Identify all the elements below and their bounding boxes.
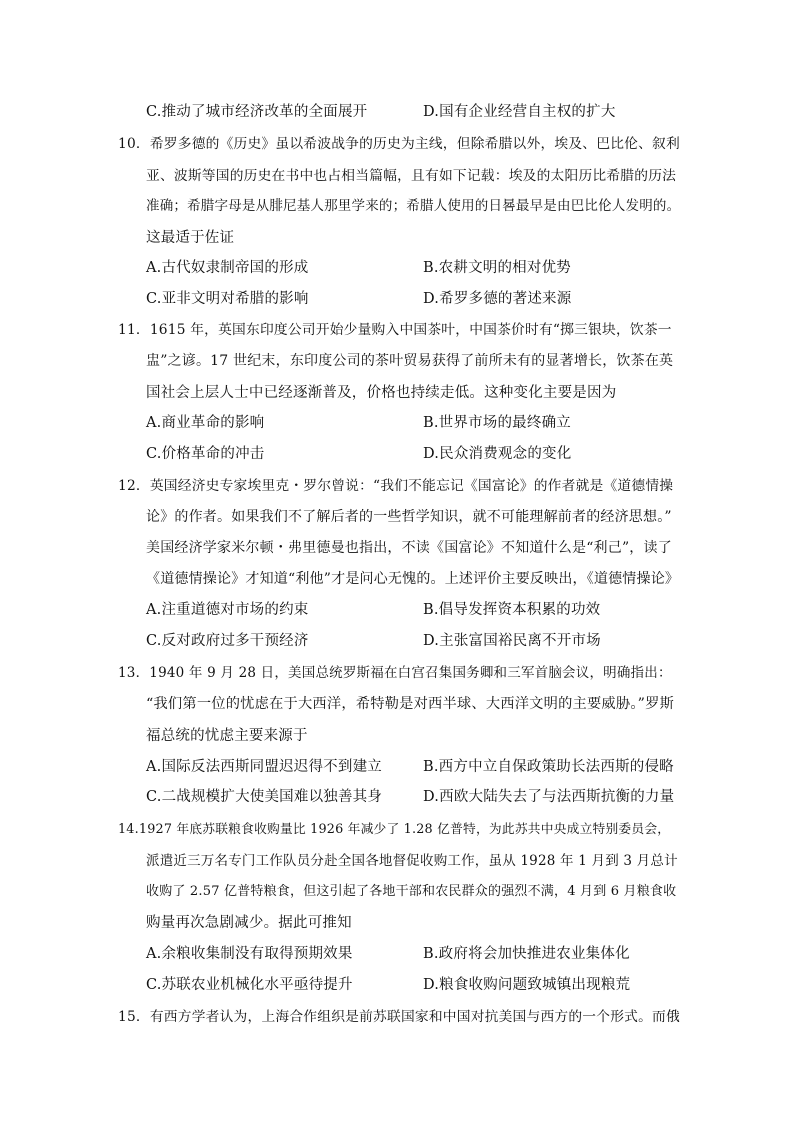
q14-option-a: A.余粮收集制没有取得预期效果 bbox=[146, 946, 353, 962]
q12-stem-line-4: 《道德情操论》才知道“利他”才是问心无愧的。上述评价主要反映出，《道德情操论》 bbox=[146, 571, 680, 587]
q14-option-c: C.苏联农业机械化水平亟待提升 bbox=[146, 977, 353, 993]
q13-option-b: B.西方中立自保政策助长法西斯的侵略 bbox=[423, 759, 674, 775]
q11-option-c: C.价格革命的冲击 bbox=[146, 446, 265, 462]
q10-stem-line-3: 准确；希腊字母是从腓尼基人那里学来的；希腊人使用的日晷最早是由巴比伦人发明的。 bbox=[146, 198, 681, 214]
q13-option-d: D.西欧大陆失去了与法西斯抗衡的力量 bbox=[423, 789, 675, 805]
q12-option-d: D.主张富国裕民离不开市场 bbox=[423, 633, 601, 649]
q10-option-b: B.农耕文明的相对优势 bbox=[423, 260, 571, 276]
q11-stem-line-2: 盅”之谚。17 世纪末，东印度公司的茶叶贸易获得了前所未有的显著增长，饮茶在英 bbox=[146, 353, 674, 369]
q14-option-b: B.政府将会加快推进农业集体化 bbox=[423, 946, 630, 962]
q13-stem-line-3: 福总统的忧虑主要来源于 bbox=[146, 728, 308, 744]
q13-option-a: A.国际反法西斯同盟迟迟得不到建立 bbox=[146, 759, 382, 775]
q14-stem-line-4: 购量再次急剧减少。据此可推知 bbox=[146, 915, 352, 931]
q13-stem-line-2: “我们第一位的忧虑在于大西洋，希特勒是对西半球、大西洋文明的主要威胁。”罗斯 bbox=[146, 696, 675, 712]
q9-option-d: D.国有企业经营自主权的扩大 bbox=[423, 104, 616, 120]
q12-stem-line-3: 美国经济学家米尔顿・弗里德曼也指出，不读《国富论》不知道什么是“利己”，读了 bbox=[146, 540, 672, 556]
q11-stem-line-1: 11．1615 年，英国东印度公司开始少量购入中国茶叶，中国茶价时有“掷三银块，饮茶一 bbox=[118, 322, 672, 338]
q12-option-b: B.倡导发挥资本积累的功效 bbox=[423, 602, 601, 618]
q12-stem-line-1: 12．英国经济史专家埃里克・罗尔曾说：“我们不能忘记《国富论》的作者就是《道德情操 bbox=[118, 478, 674, 494]
q15-stem-line-1: 15．有西方学者认为，上海合作组织是前苏联国家和中国对抗美国与西方的一个形式。而俄 bbox=[118, 1009, 680, 1025]
q9-option-c: C.推动了城市经济改革的全面展开 bbox=[146, 104, 368, 120]
q14-stem-line-1: 14.1927 年底苏联粮食收购量比 1926 年减少了 1.28 亿普特，为此苏共中央成立特别委员会， bbox=[118, 822, 671, 837]
q14-option-d: D.粮食收购问题致城镇出现粮荒 bbox=[423, 977, 631, 993]
q13-option-c: C.二战规模扩大使美国难以独善其身 bbox=[146, 789, 383, 805]
q12-option-c: C.反对政府过多干预经济 bbox=[146, 633, 309, 649]
q14-stem-line-2: 派遣近三万名专门工作队员分赴全国各地督促收购工作，虽从 1928 年 1 月到 3 月总计 bbox=[146, 853, 678, 869]
q11-option-d: D.民众消费观念的变化 bbox=[423, 446, 572, 462]
q10-option-c: C.亚非文明对希腊的影响 bbox=[146, 291, 309, 307]
q11-stem-line-3: 国社会上层人士中已经逐渐普及，价格也持续走低。这种变化主要是因为 bbox=[146, 385, 617, 401]
q12-option-a: A.注重道德对市场的约束 bbox=[146, 602, 309, 618]
q10-stem-line-4: 这最适于佐证 bbox=[146, 230, 235, 246]
q11-option-b: B.世界市场的最终确立 bbox=[423, 415, 571, 431]
q10-option-d: D.希罗多德的著述来源 bbox=[423, 291, 572, 307]
q10-stem-line-2: 亚、波斯等国的历史在书中也占相当篇幅，且有如下记载：埃及的太阳历比希腊的历法 bbox=[146, 168, 677, 184]
q11-option-a: A.商业革命的影响 bbox=[146, 415, 265, 431]
q12-stem-line-2: 论》的作者。如果我们不了解后者的一些哲学知识，就不可能理解前者的经济思想。” bbox=[146, 509, 672, 525]
q10-stem-line-1: 10．希罗多德的《历史》虽以希波战争的历史为主线，但除希腊以外，埃及、巴比伦、叙利 bbox=[118, 136, 680, 152]
q14-stem-line-3: 收购了 2.57 亿普特粮食，但这引起了各地干部和农民群众的强烈不满，4 月到 6 月粮食收 bbox=[146, 884, 677, 899]
q10-option-a: A.古代奴隶制帝国的形成 bbox=[146, 260, 309, 276]
q13-stem-line-1: 13．1940 年 9 月 28 日，美国总统罗斯福在白宫召集国务卿和三军首脑会议，明确指出： bbox=[118, 665, 672, 681]
